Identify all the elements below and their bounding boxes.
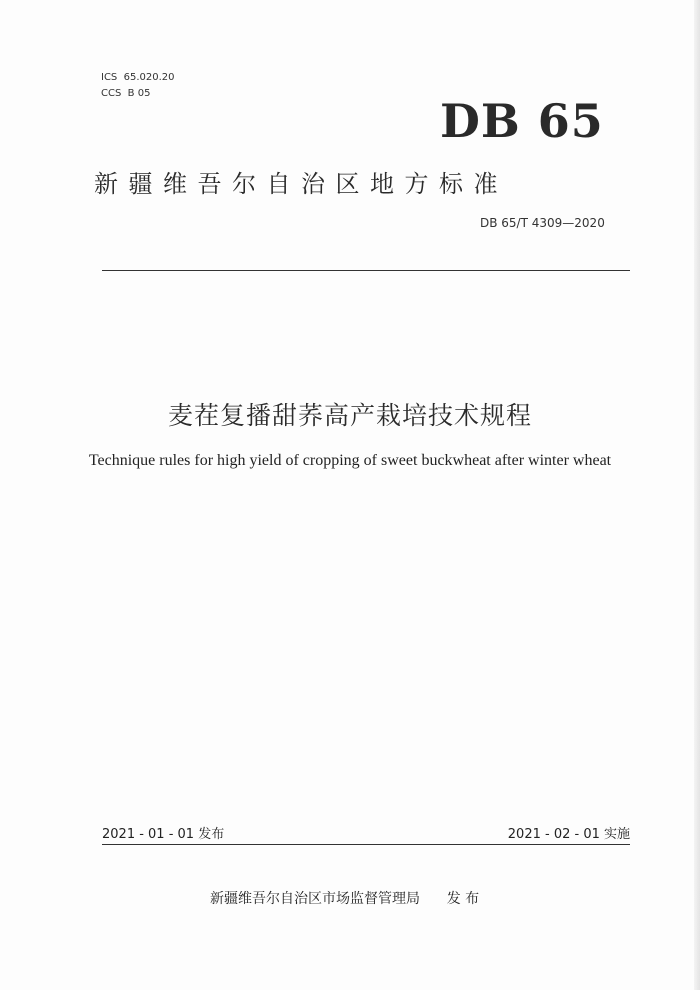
- scan-edge: [694, 0, 700, 990]
- ccs-code: CCS B 05: [101, 88, 151, 99]
- issue-date: 2021 - 01 - 01 发布: [102, 827, 225, 842]
- bottom-divider: [102, 844, 630, 845]
- classification-codes: [101, 70, 175, 102]
- document-subtitle: Technique rules for high yield of cropping of sweet buckwheat after winter wheat: [88, 452, 612, 469]
- ics-code: ICS 65.020.20: [101, 72, 175, 83]
- db-logo: DB 65: [440, 94, 604, 148]
- standard-title: 新疆维吾尔自治区地方标准: [94, 170, 508, 198]
- issuing-authority: 新疆维吾尔自治区市场监督管理局 发 布: [210, 891, 480, 907]
- document-title: 麦茬复播甜荞高产栽培技术规程: [167, 401, 532, 430]
- top-divider: [102, 270, 630, 271]
- standard-number: DB 65/T 4309—2020: [480, 216, 605, 230]
- implementation-date: 2021 - 02 - 01 实施: [507, 827, 630, 842]
